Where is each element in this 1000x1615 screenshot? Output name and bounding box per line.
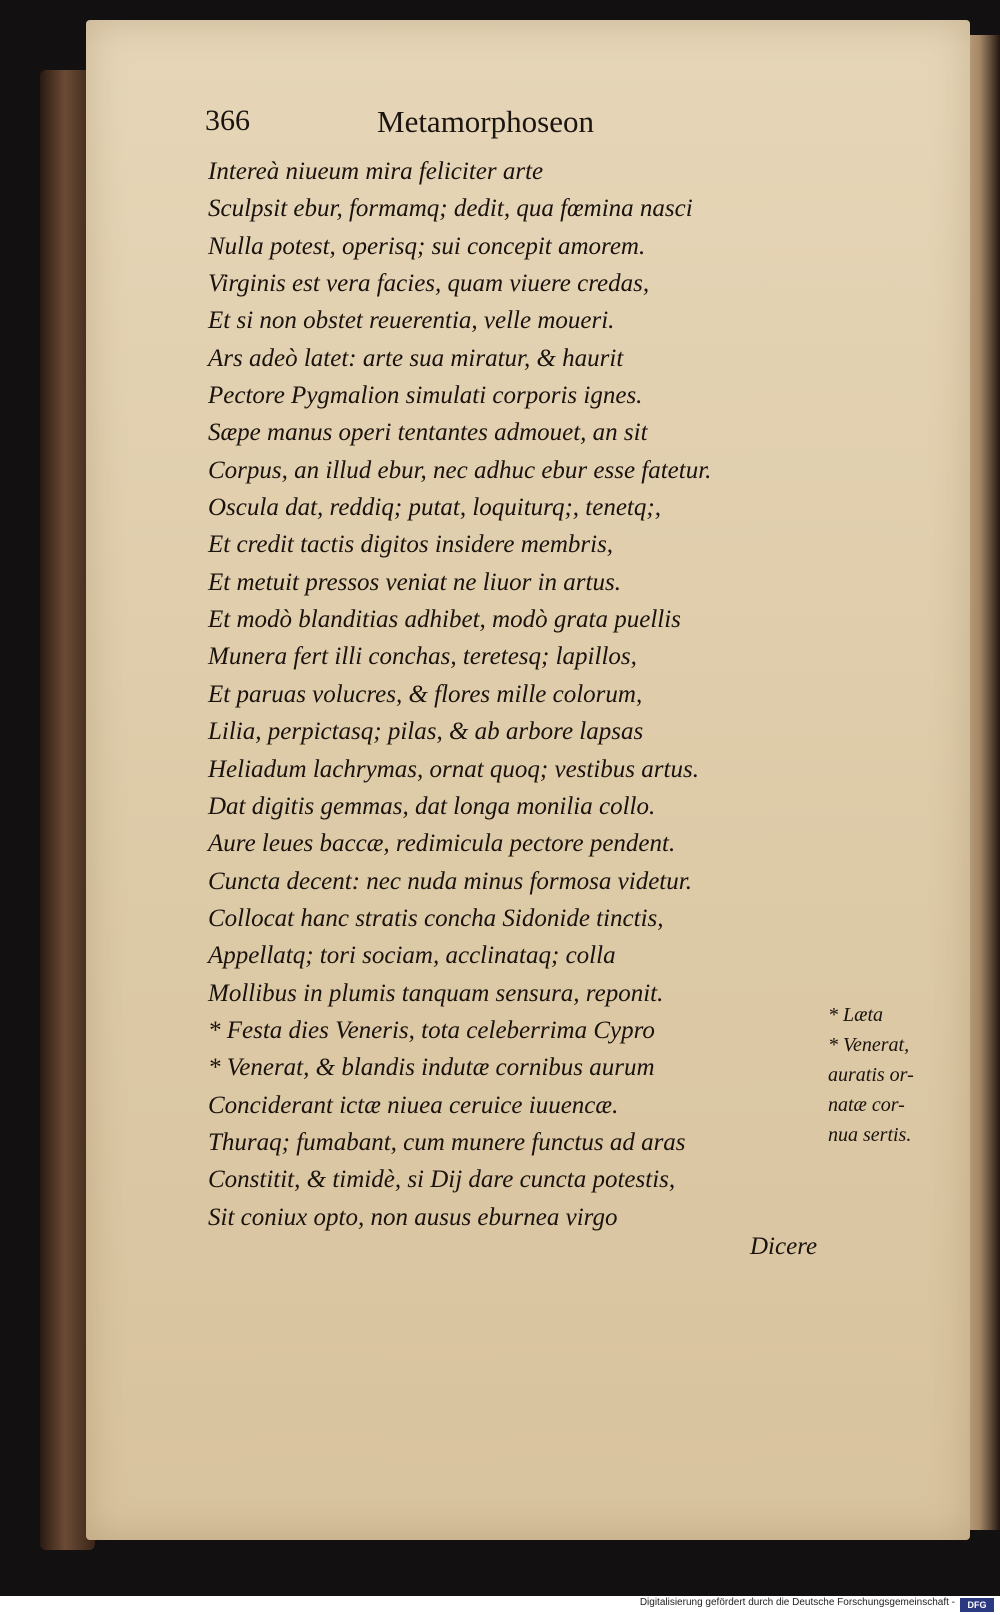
verse-line: Sæpe manus operi tentantes admouet, an sit [208,419,648,447]
margin-note [828,1000,958,1150]
verse-line: Virginis est vera facies, quam viuere credas, [208,270,650,298]
verse-line: Oscula dat, reddiq; putat, loquiturq;, tenetq;, [208,494,661,522]
verse-line: Et si non obstet reuerentia, velle moueri. [208,307,615,335]
page-header [205,104,665,144]
verse-line: Appellatq; tori sociam, acclinataq; colla [208,942,616,970]
page-number: 366 [205,104,250,137]
verse-line: Sit coniux opto, non ausus eburnea virgo [208,1203,618,1231]
funding-credit: Digitalisierung gefördert durch die Deutsche Forschungsgemeinschaft - [639,1597,955,1608]
verse-line: Ars adeò latet: arte sua miratur, & haurit [208,344,624,372]
verse-line: Collocat hanc stratis concha Sidonide tinctis, [208,904,664,932]
verse-line: Aure leues baccæ, redimicula pectore pendent. [208,830,676,858]
verse-line: Pectore Pygmalion simulati corporis ignes. [208,382,643,410]
margin-note-line: nua sertis. [828,1124,912,1146]
verse-line: Cuncta decent: nec nuda minus formosa videtur. [208,867,692,895]
verse-line: Et modò blanditias adhibet, modò grata puellis [208,606,681,634]
margin-note-line: natæ cor- [828,1094,905,1116]
verse-line: Et metuit pressos veniat ne liuor in artus. [208,568,621,596]
running-head: Metamorphoseon [377,104,594,139]
verse-line: Mollibus in plumis tanquam sensura, reponit. [208,979,664,1007]
verse-line: Sculpsit ebur, formamq; dedit, qua fœmina nasci [208,195,693,223]
verse-line: Lilia, perpictasq; pilas, & ab arbore lapsas [208,718,644,746]
footer-bar [0,1596,1000,1615]
margin-note-line: * Venerat, [828,1034,910,1056]
verse-line: Heliadum lachrymas, ornat quoq; vestibus artus. [208,755,699,783]
margin-note-line: * Læta [828,1004,884,1026]
verse-line: Thuraq; fumabant, cum munere functus ad aras [208,1128,686,1156]
verse-line: Conciderant ictæ niuea ceruice iuuencæ. [208,1091,619,1119]
verse-line: Nulla potest, operisq; sui concepit amorem. [208,232,646,260]
verse-line: Corpus, an illud ebur, nec adhuc ebur esse fatetur. [208,456,712,484]
verse-line: Dat digitis gemmas, dat longa monilia collo. [208,792,656,820]
verse-line: Munera fert illi conchas, teretesq; lapillos, [208,643,637,671]
margin-note-line: auratis or- [828,1064,914,1086]
verse-line: Intereà niueum mira feliciter arte [208,158,544,185]
verse-line: Constitit, & timidè, si Dij dare cuncta potestis, [208,1166,676,1194]
verse-block [208,153,808,1236]
verse-line: Et paruas volucres, & flores mille colorum, [208,680,643,708]
verse-line: Et credit tactis digitos insidere membris, [208,531,614,559]
verse-line: * Festa dies Veneris, tota celeberrima Cypro [208,1016,655,1044]
dfg-logo-icon: DFG [960,1598,994,1612]
verse-line: * Venerat, & blandis indutæ cornibus aurum [208,1054,655,1082]
catchword: Dicere [750,1233,818,1260]
